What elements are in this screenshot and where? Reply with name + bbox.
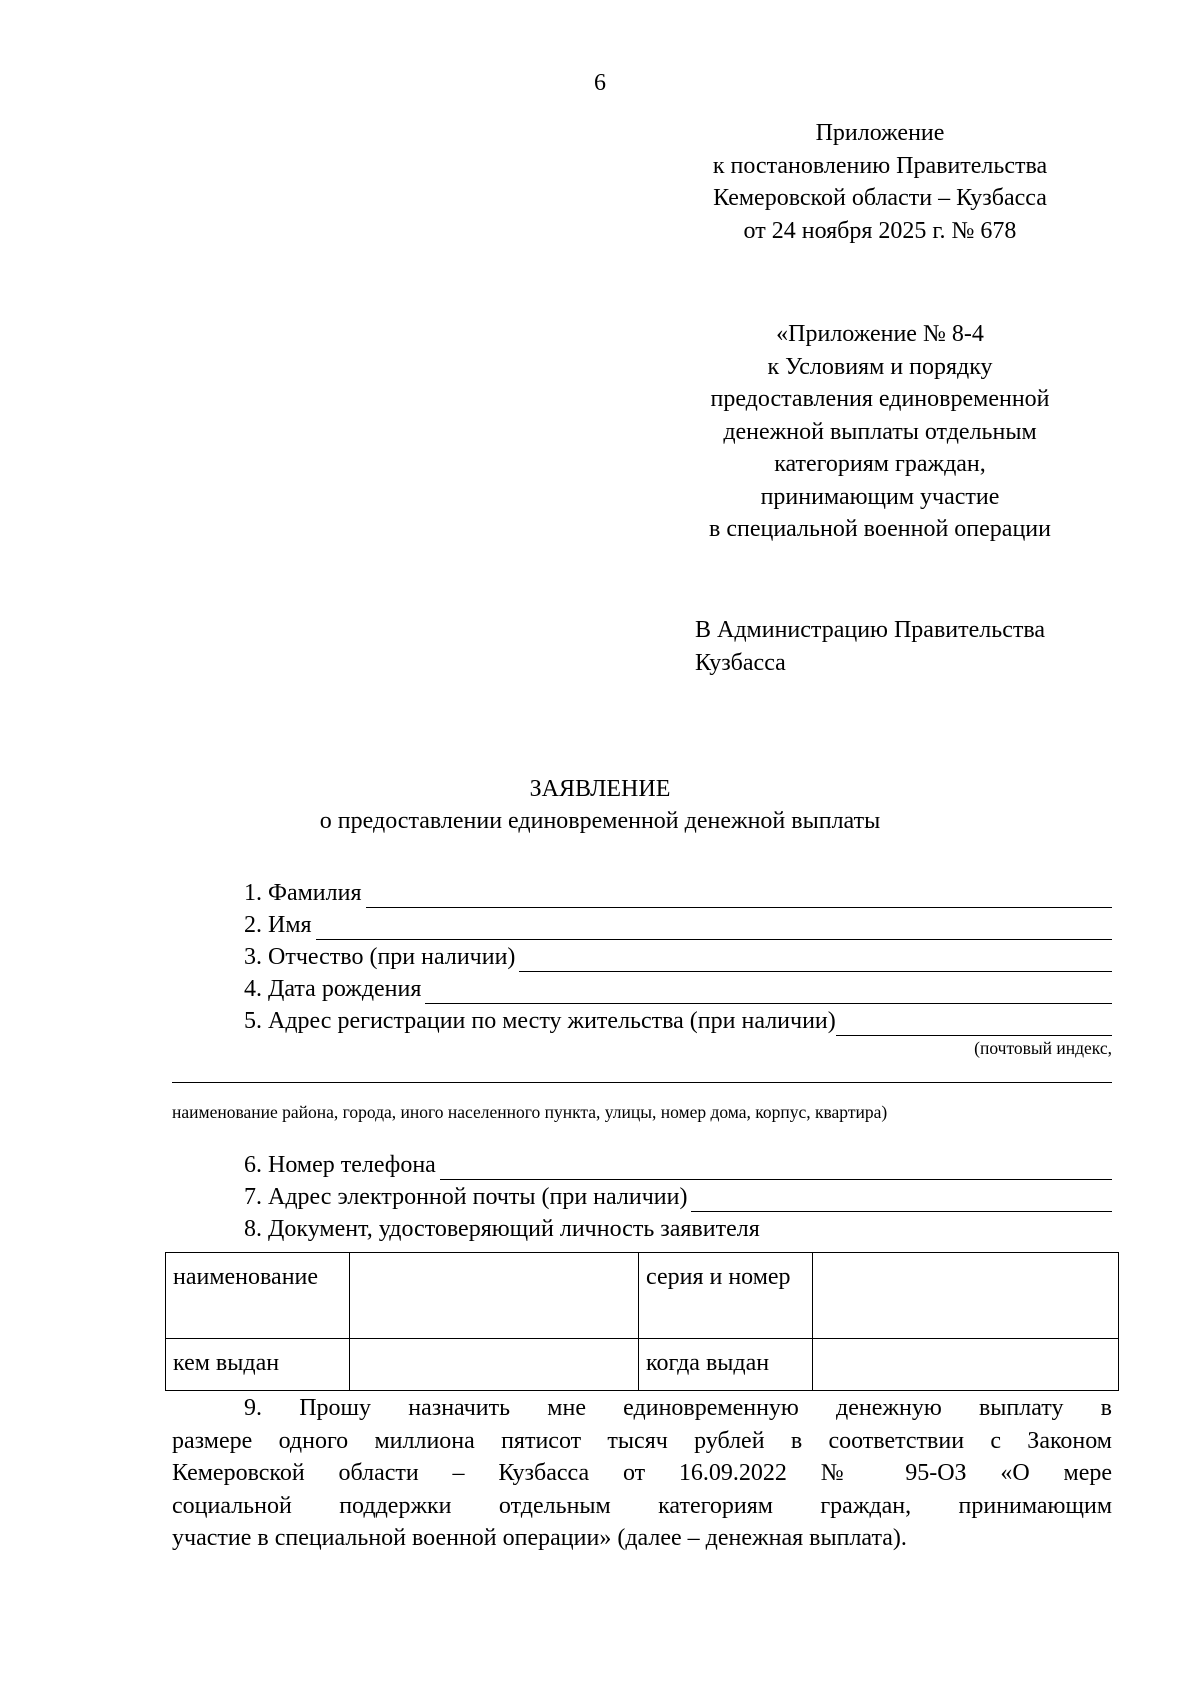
document-issued-by-cell[interactable] <box>350 1339 639 1391</box>
appendix-8-4-line: «Приложение № 8-4 <box>776 321 984 347</box>
series-label-cell: серия и номер <box>639 1253 813 1339</box>
appendix-line: от 24 ноября 2025 г. № 678 <box>743 217 1017 244</box>
id-document-heading <box>244 1212 1112 1244</box>
address-input-line[interactable] <box>836 1011 1112 1036</box>
addressee-line: Кузбасса <box>695 649 786 676</box>
address-hint: (почтовый индекс, <box>974 1038 1112 1058</box>
email-field <box>244 1180 1112 1212</box>
surname-label: 1. Фамилия <box>244 880 362 906</box>
appendix-8-4-line: к Условиям и порядку <box>767 353 993 380</box>
issued-date-label-cell: когда выдан <box>639 1339 813 1391</box>
paragraph-line: размере одного миллиона пятисот тысяч рублей в соответствии с Законом <box>172 1427 1112 1454</box>
appendix-8-4-line: предоставления единовременной <box>710 386 1050 412</box>
appendix-line: к постановлению Правительства <box>712 152 1048 179</box>
addressee-line: В Администрацию Правительства <box>695 617 1046 643</box>
birth-date-input-line[interactable] <box>425 979 1112 1004</box>
name-field <box>244 908 1112 940</box>
address-field <box>244 1004 1112 1036</box>
appendix-8-4-line: принимающим участие <box>760 483 1000 510</box>
paragraph-9 <box>172 1392 1112 1555</box>
appendix-header <box>630 117 1130 247</box>
patronymic-label: 3. Отчество (при наличии) <box>244 944 516 970</box>
address-full-input-line[interactable] <box>172 1082 1112 1083</box>
table-row <box>166 1253 1119 1339</box>
address-label: 5. Адрес регистрации по месту жительства (при наличии) <box>244 1008 836 1034</box>
email-label: 7. Адрес электронной почты (при наличии) <box>244 1184 688 1210</box>
id-document-table <box>165 1252 1119 1391</box>
document-name-cell[interactable] <box>350 1253 639 1339</box>
phone-field <box>244 1148 1112 1180</box>
addressee <box>695 614 1135 679</box>
address-description: наименование района, города, иного населенного пункта, улицы, номер дома, корпус, квартира) <box>172 1102 888 1122</box>
document-issued-date-cell[interactable] <box>813 1339 1119 1391</box>
birth-date-field <box>244 972 1112 1004</box>
name-label: 2. Имя <box>244 912 312 938</box>
surname-input-line[interactable] <box>366 883 1112 908</box>
table-row <box>166 1339 1119 1391</box>
appendix-line: Кемеровской области – Кузбасса <box>713 185 1047 211</box>
appendix-8-4-line: в специальной военной операции <box>709 516 1051 542</box>
patronymic-field <box>244 940 1112 972</box>
document-title: ЗАЯВЛЕНИЕ <box>529 776 671 802</box>
appendix-8-4-line: категориям граждан, <box>774 451 986 477</box>
document-subtitle: о предоставлении единовременной денежной выплаты <box>319 808 881 834</box>
appendix-8-4-header <box>630 318 1130 546</box>
paragraph-line: социальной поддержки отдельным категориям граждан, принимающим <box>172 1492 1112 1519</box>
issued-by-label-cell: кем выдан <box>166 1339 350 1391</box>
name-input-line[interactable] <box>316 915 1112 940</box>
paragraph-line: Кемеровской области – Кузбасса от 16.09.2022 № 95-ОЗ «О мере <box>172 1460 1112 1486</box>
patronymic-input-line[interactable] <box>519 947 1112 972</box>
name-label-cell: наименование <box>166 1253 350 1339</box>
paragraph-line: участие в специальной военной операции» (далее – денежная выплата). <box>172 1525 907 1551</box>
appendix-line: Приложение <box>815 120 945 146</box>
surname-field <box>244 876 1112 908</box>
appendix-8-4-line: денежной выплаты отдельным <box>723 418 1037 445</box>
document-series-cell[interactable] <box>813 1253 1119 1339</box>
email-input-line[interactable] <box>691 1187 1112 1212</box>
paragraph-line: 9. Прошу назначить мне единовременную денежную выплату в <box>244 1395 1112 1421</box>
phone-label: 6. Номер телефона <box>244 1152 436 1178</box>
birth-date-label: 4. Дата рождения <box>244 976 422 1002</box>
id-document-label: 8. Документ, удостоверяющий личность заявителя <box>244 1216 760 1242</box>
page-number: 6 <box>594 70 606 96</box>
phone-input-line[interactable] <box>440 1155 1112 1180</box>
